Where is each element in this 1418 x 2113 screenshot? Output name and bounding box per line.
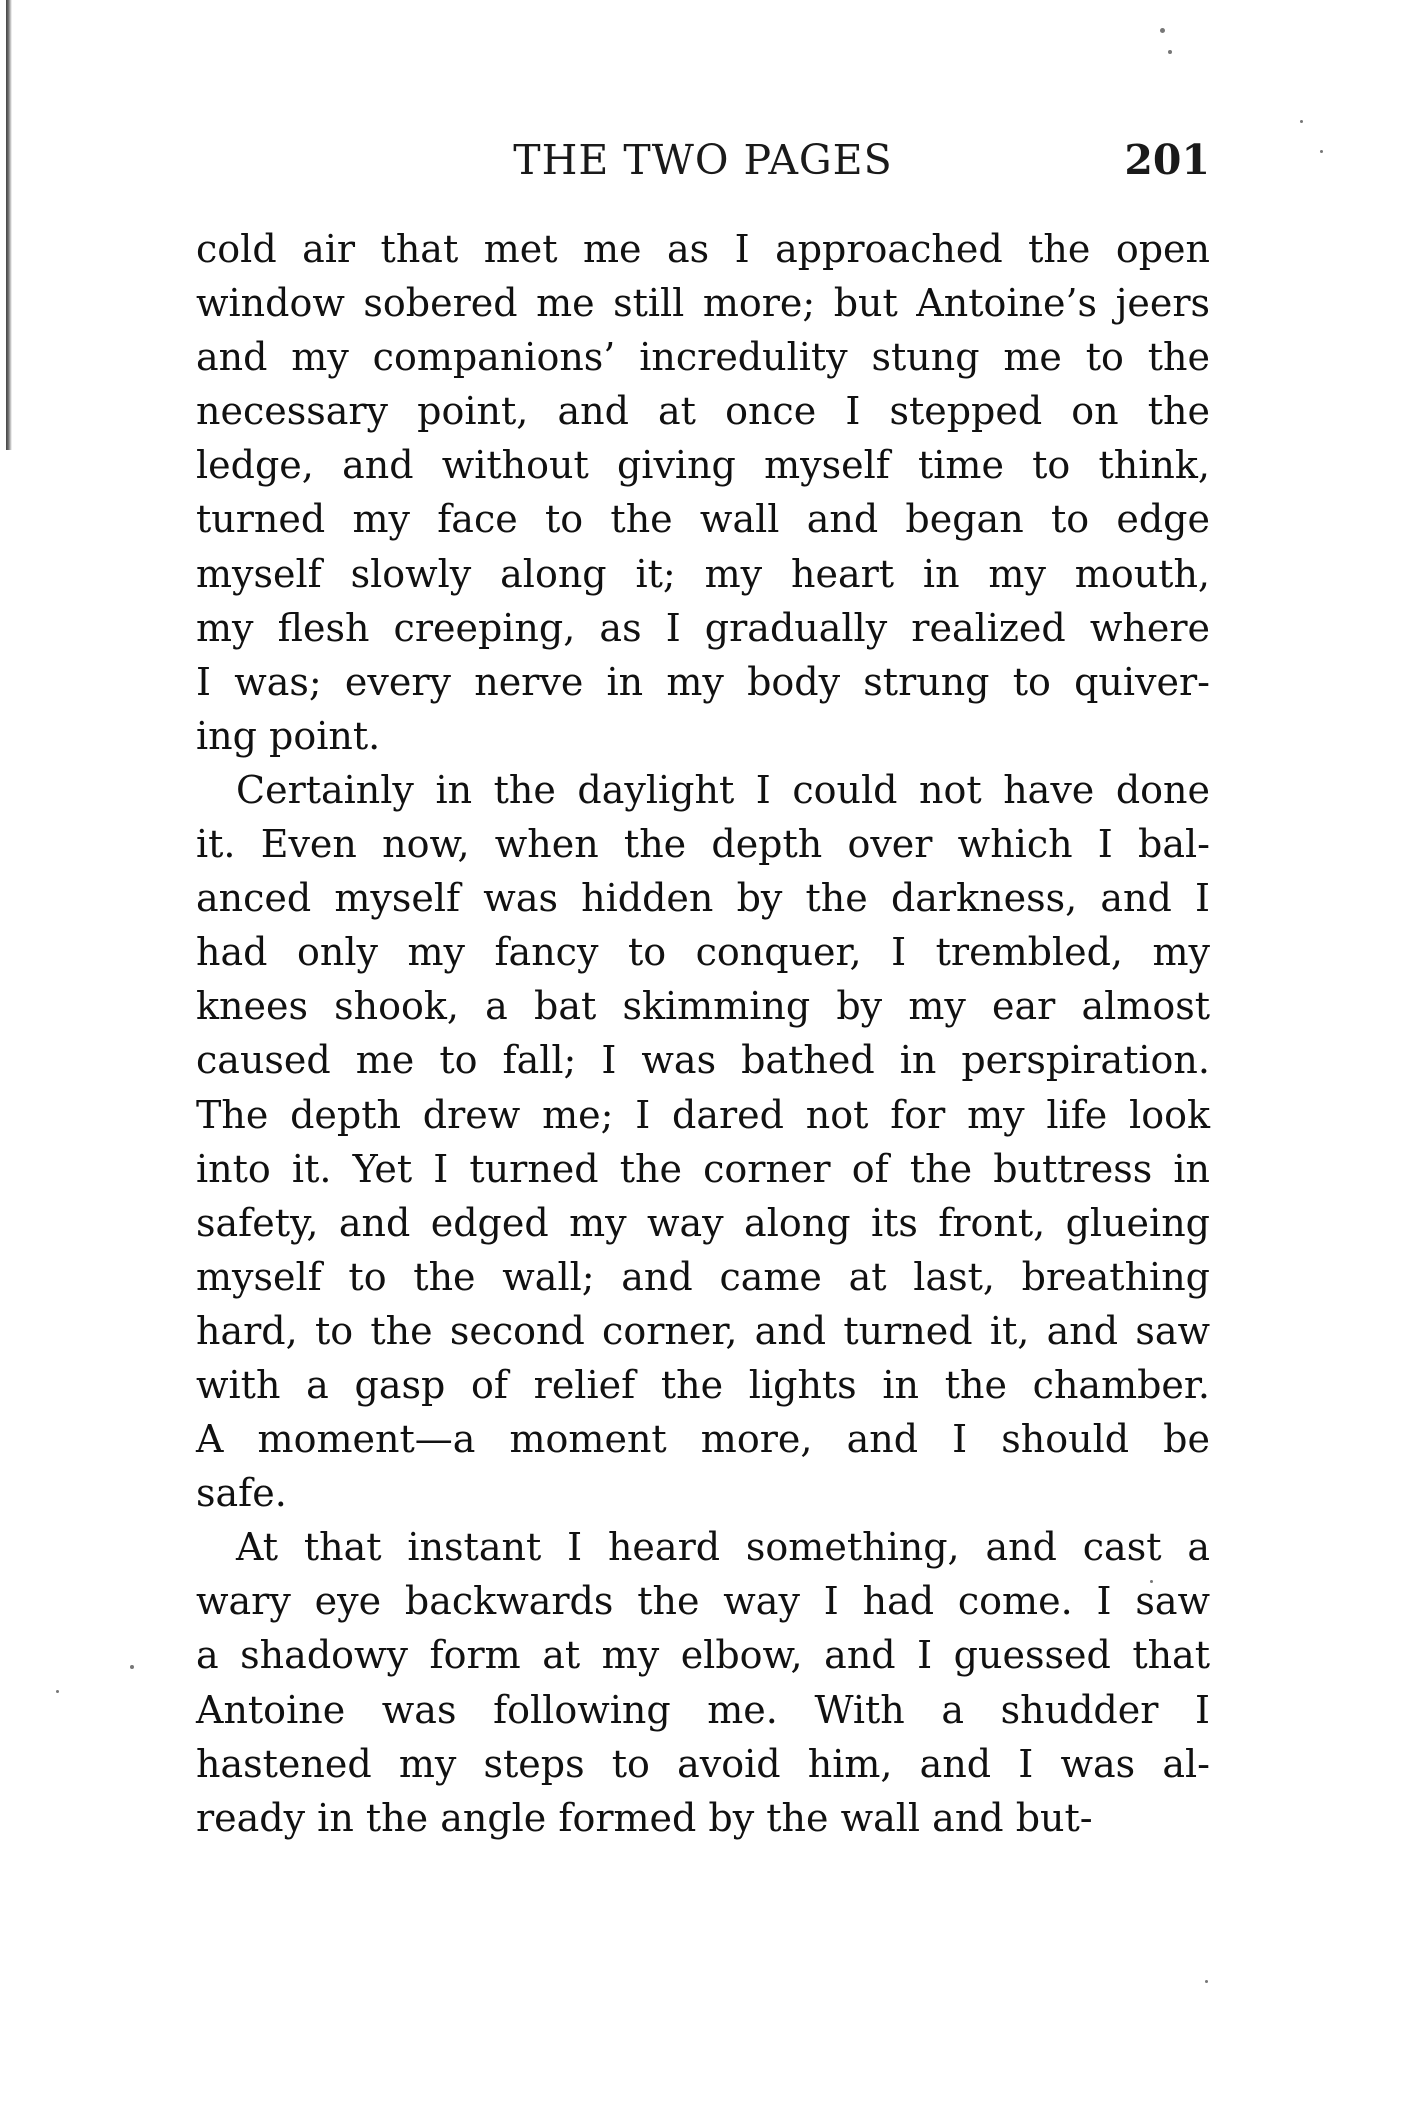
text-line: At that instant I heard something, and cast a <box>236 1525 1210 1570</box>
text-line: ready in the angle formed by the wall and but- <box>196 1795 1093 1840</box>
scan-speck <box>130 1665 134 1669</box>
text-line: my flesh creeping, as I gradually realized where <box>196 605 1210 650</box>
text-line: anced myself was hidden by the darkness, and I <box>196 876 1210 921</box>
running-head: THE TWO PAGES <box>513 136 893 184</box>
text-line: with a gasp of relief the lights in the chamber. <box>196 1362 1210 1407</box>
text-line: myself to the wall; and came at last, breathing <box>196 1254 1210 1299</box>
text-line: safety, and edged my way along its front, glueing <box>196 1200 1210 1245</box>
text-line: myself slowly along it; my heart in my mouth, <box>196 551 1210 596</box>
text-line: hastened my steps to avoid him, and I was al- <box>196 1741 1210 1786</box>
scan-speck <box>1300 120 1303 123</box>
scan-speck <box>56 1690 59 1693</box>
text-line: window sobered me still more; but Antoine’s jeers <box>196 281 1210 326</box>
text-line: Antoine was following me. With a shudder I <box>196 1687 1210 1732</box>
text-line: had only my fancy to conquer, I trembled, my <box>196 930 1210 975</box>
paragraph <box>196 1520 1210 1845</box>
text-line: ledge, and without giving myself time to think, <box>196 443 1210 488</box>
scan-speck <box>1160 28 1165 33</box>
scan-speck <box>1205 1980 1208 1983</box>
text-line: cold air that met me as I approached the open <box>196 227 1210 271</box>
text-line: turned my face to the wall and began to edge <box>196 497 1210 542</box>
text-line: knees shook, a bat skimming by my ear almost <box>196 984 1210 1029</box>
text-line: ing point. <box>196 713 381 758</box>
text-line: wary eye backwards the way I had come. I saw <box>196 1579 1210 1624</box>
page-number: 201 <box>1124 136 1210 184</box>
text-line: I was; every nerve in my body strung to quiver- <box>196 659 1210 704</box>
scan-shadow-edge <box>6 0 12 450</box>
body-text <box>196 222 1210 1845</box>
text-line: caused me to fall; I was bathed in perspiration. <box>196 1038 1210 1083</box>
text-line: A moment—a moment more, and I should be <box>196 1417 1210 1462</box>
scan-speck <box>1168 50 1172 54</box>
page-header <box>196 136 1210 196</box>
text-line: safe. <box>196 1471 287 1516</box>
text-line: it. Even now, when the depth over which I bal- <box>196 822 1210 867</box>
scan-speck <box>1320 150 1323 153</box>
text-line: and my companions’ incredulity stung me to the <box>196 335 1210 380</box>
text-line: necessary point, and at once I stepped on the <box>196 389 1210 434</box>
text-line: a shadowy form at my elbow, and I guessed that <box>196 1633 1210 1678</box>
text-line: Certainly in the daylight I could not have done <box>236 767 1210 812</box>
paragraph <box>196 763 1210 1520</box>
text-line: into it. Yet I turned the corner of the buttress in <box>196 1146 1210 1191</box>
paragraph <box>196 222 1210 763</box>
text-line: The depth drew me; I dared not for my life look <box>196 1092 1210 1137</box>
text-line: hard, to the second corner, and turned it, and saw <box>196 1308 1210 1353</box>
